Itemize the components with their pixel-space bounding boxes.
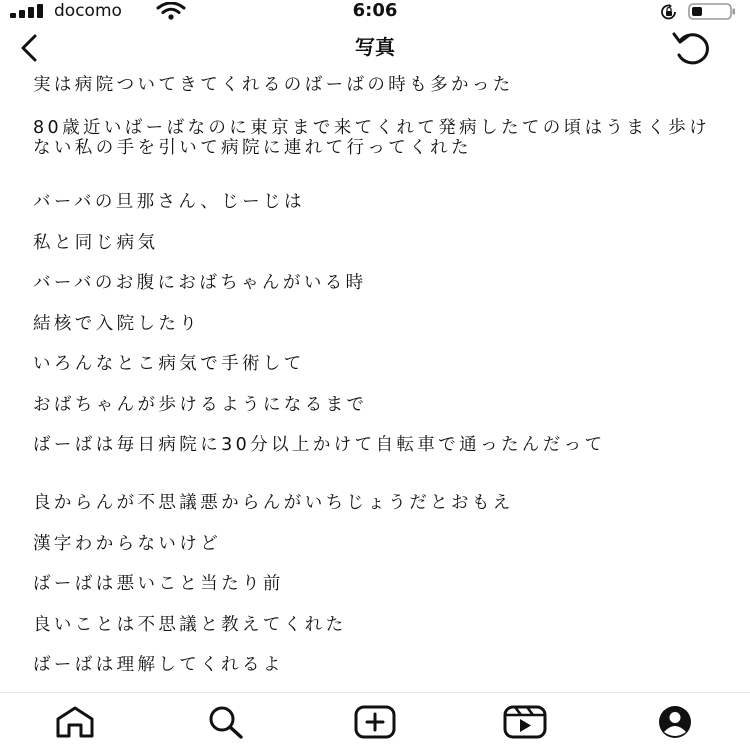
text-line: 漢字わからないけど [33, 534, 222, 554]
tab-profile[interactable] [650, 705, 700, 741]
rotation-lock-icon [660, 4, 678, 20]
text-line: 実は病院ついてきてくれるのばーばの時も多かった [33, 75, 514, 95]
new-post-icon [351, 705, 399, 739]
carrier-name: docomo [54, 1, 122, 21]
bottom-tab-bar [0, 692, 750, 751]
text-line: 結核で入院したり [33, 314, 201, 334]
header [0, 24, 750, 70]
reels-icon [501, 705, 549, 739]
text-line: 良からんが不思議悪からんがいちじょうだとおもえ [33, 493, 514, 513]
status-bar [0, 0, 750, 24]
text-line: 80歳近いばーばなのに東京まで来てくれて発病したての頃はうまく歩けない私の手を引いて病院に連れて行ってくれた [33, 118, 710, 158]
text-line: ばーばは毎日病院に30分以上かけて自転車で通ったんだって [33, 435, 606, 455]
page-title: 写真 [355, 35, 395, 59]
text-line: バーバの旦那さん、じーじは [33, 192, 305, 212]
text-line: いろんなとこ病気で手術して [33, 354, 305, 374]
text-line: ばーばは悪いこと当たり前 [33, 574, 284, 594]
home-icon [51, 705, 99, 739]
text-line: ばーばは理解してくれるよ [33, 655, 284, 675]
post-text [0, 70, 750, 692]
tab-home[interactable] [50, 705, 100, 741]
tab-search[interactable] [200, 705, 250, 741]
status-time: 6:06 [352, 0, 398, 21]
battery-icon [688, 3, 736, 20]
undo-icon[interactable] [670, 30, 718, 66]
profile-icon [651, 705, 699, 739]
text-line: 良いことは不思議と教えてくれた [33, 615, 347, 635]
text-line: おばちゃんが歩けるようになるまで [33, 395, 368, 415]
text-line: バーバのお腹におばちゃんがいる時 [33, 273, 367, 293]
text-line: 私と同じ病気 [33, 233, 159, 253]
tab-reels[interactable] [500, 705, 550, 741]
search-icon [201, 705, 249, 739]
tab-new-post[interactable] [350, 705, 400, 741]
